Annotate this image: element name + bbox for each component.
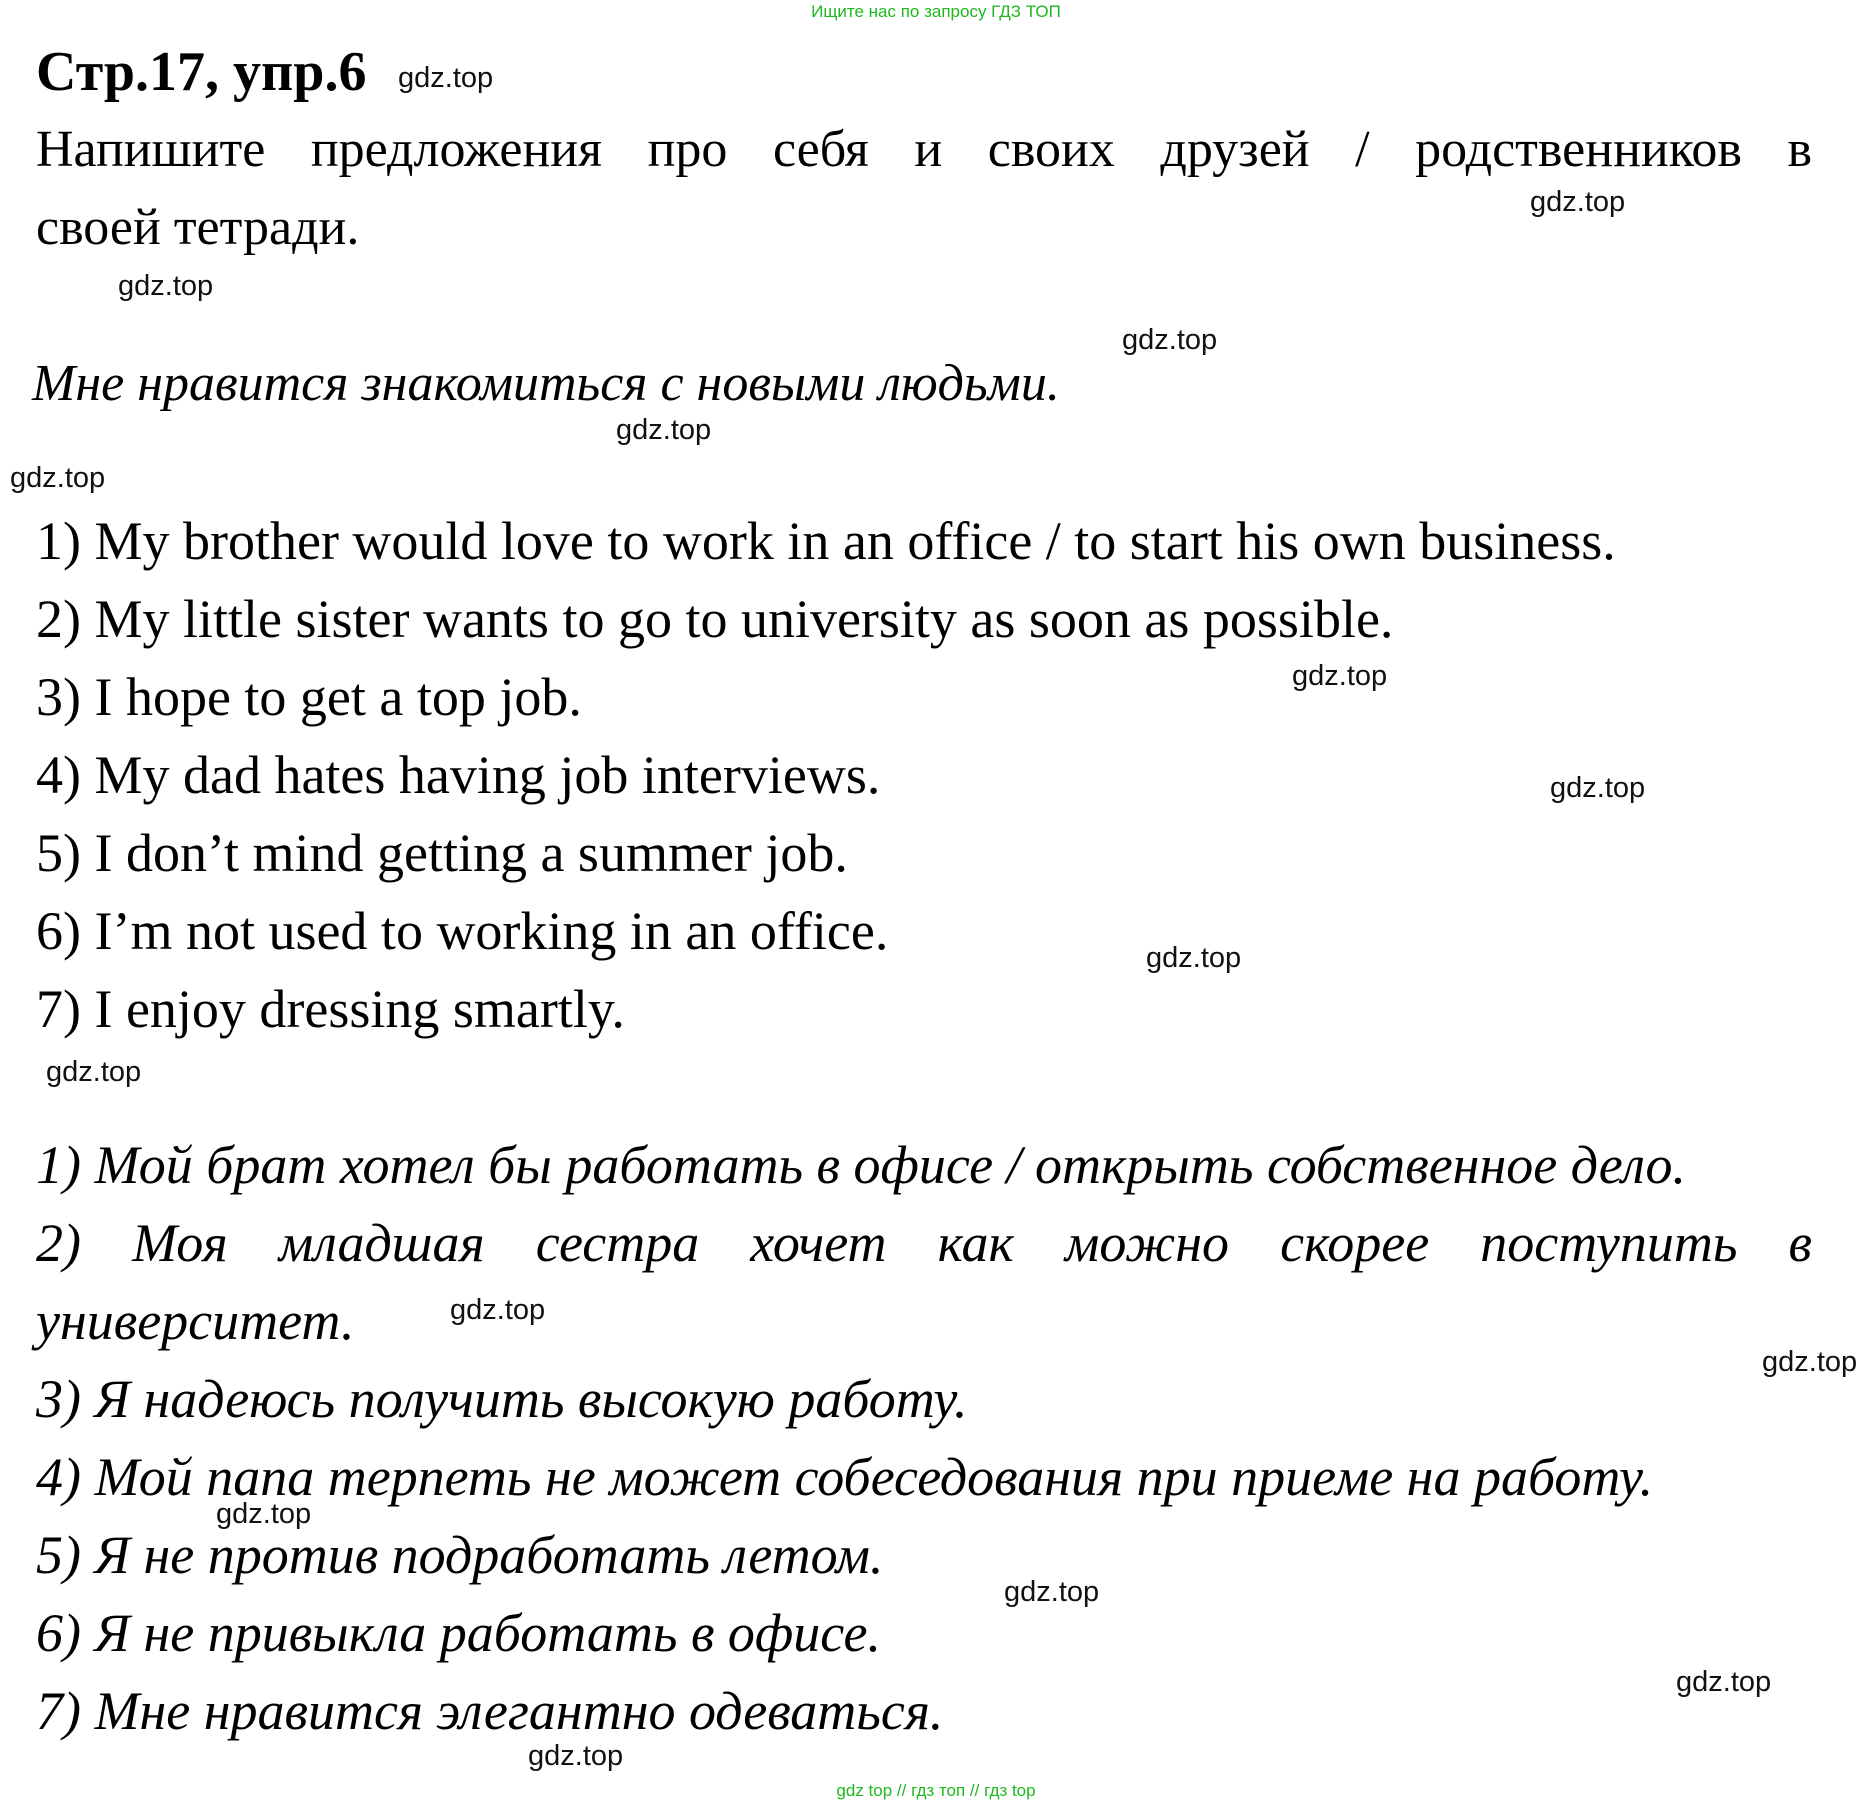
russian-sentence-7: 7) Мне нравится элегантно одеваться. [36, 1681, 944, 1741]
russian-sentence-2-line-2: университет. [36, 1291, 355, 1351]
russian-sentence-4: 4) Мой папа терпеть не может собеседования при приеме на работу. [36, 1447, 1654, 1507]
russian-sentence-5: 5) Я не против подработать летом. [36, 1525, 884, 1585]
watermark: gdz.top [1530, 186, 1626, 218]
english-sentence-2: 2) My little sister wants to go to university as soon as possible. [36, 589, 1394, 649]
watermark: gdz.top [616, 414, 712, 446]
watermark: gdz.top [10, 462, 106, 494]
watermark: gdz.top [528, 1740, 624, 1772]
watermark: gdz.top [1004, 1576, 1100, 1608]
watermark: gdz.top [1292, 660, 1388, 692]
watermark: gdz.top [46, 1056, 142, 1088]
russian-sentence-3: 3) Я надеюсь получить высокую работу. [36, 1369, 968, 1429]
watermark: gdz.top [398, 62, 494, 94]
page-heading: Стр.17, упр.6 [36, 41, 367, 103]
english-sentence-5: 5) I don’t mind getting a summer job. [36, 823, 848, 883]
watermark: gdz.top [118, 270, 214, 302]
english-sentence-4: 4) My dad hates having job interviews. [36, 745, 881, 805]
watermark: gdz.top [1550, 772, 1646, 804]
watermark: gdz.top [1122, 324, 1218, 356]
english-sentence-1: 1) My brother would love to work in an office / to start his own business. [36, 511, 1616, 571]
english-sentence-6: 6) I’m not used to working in an office. [36, 901, 889, 961]
watermark: gdz.top [450, 1294, 546, 1326]
watermark: gdz.top [1762, 1346, 1858, 1378]
russian-sentence-6: 6) Я не привыкла работать в офисе. [36, 1603, 881, 1663]
header-search-link[interactable]: Ищите нас по запросу ГДЗ ТОП [811, 2, 1061, 21]
instruction-line-1: Напишите предложения про себя и своих друзей / родственников в [36, 121, 1812, 178]
watermark: gdz.top [216, 1498, 312, 1530]
english-sentence-7: 7) I enjoy dressing smartly. [36, 979, 625, 1039]
watermark: gdz.top [1146, 942, 1242, 974]
russian-sentence-2-line-1: 2) Моя младшая сестра хочет как можно скорее поступить в [36, 1213, 1812, 1273]
watermark: gdz.top [1676, 1666, 1772, 1698]
instruction-line-2: своей тетради. [36, 199, 360, 256]
russian-sentence-1: 1) Мой брат хотел бы работать в офисе / открыть собственное дело. [36, 1135, 1687, 1195]
english-sentence-3: 3) I hope to get a top job. [36, 667, 582, 727]
footer-links[interactable]: gdz top // гдз топ // гдз top [836, 1781, 1036, 1800]
example-sentence: Мне нравится знакомиться с новыми людьми. [32, 355, 1060, 412]
